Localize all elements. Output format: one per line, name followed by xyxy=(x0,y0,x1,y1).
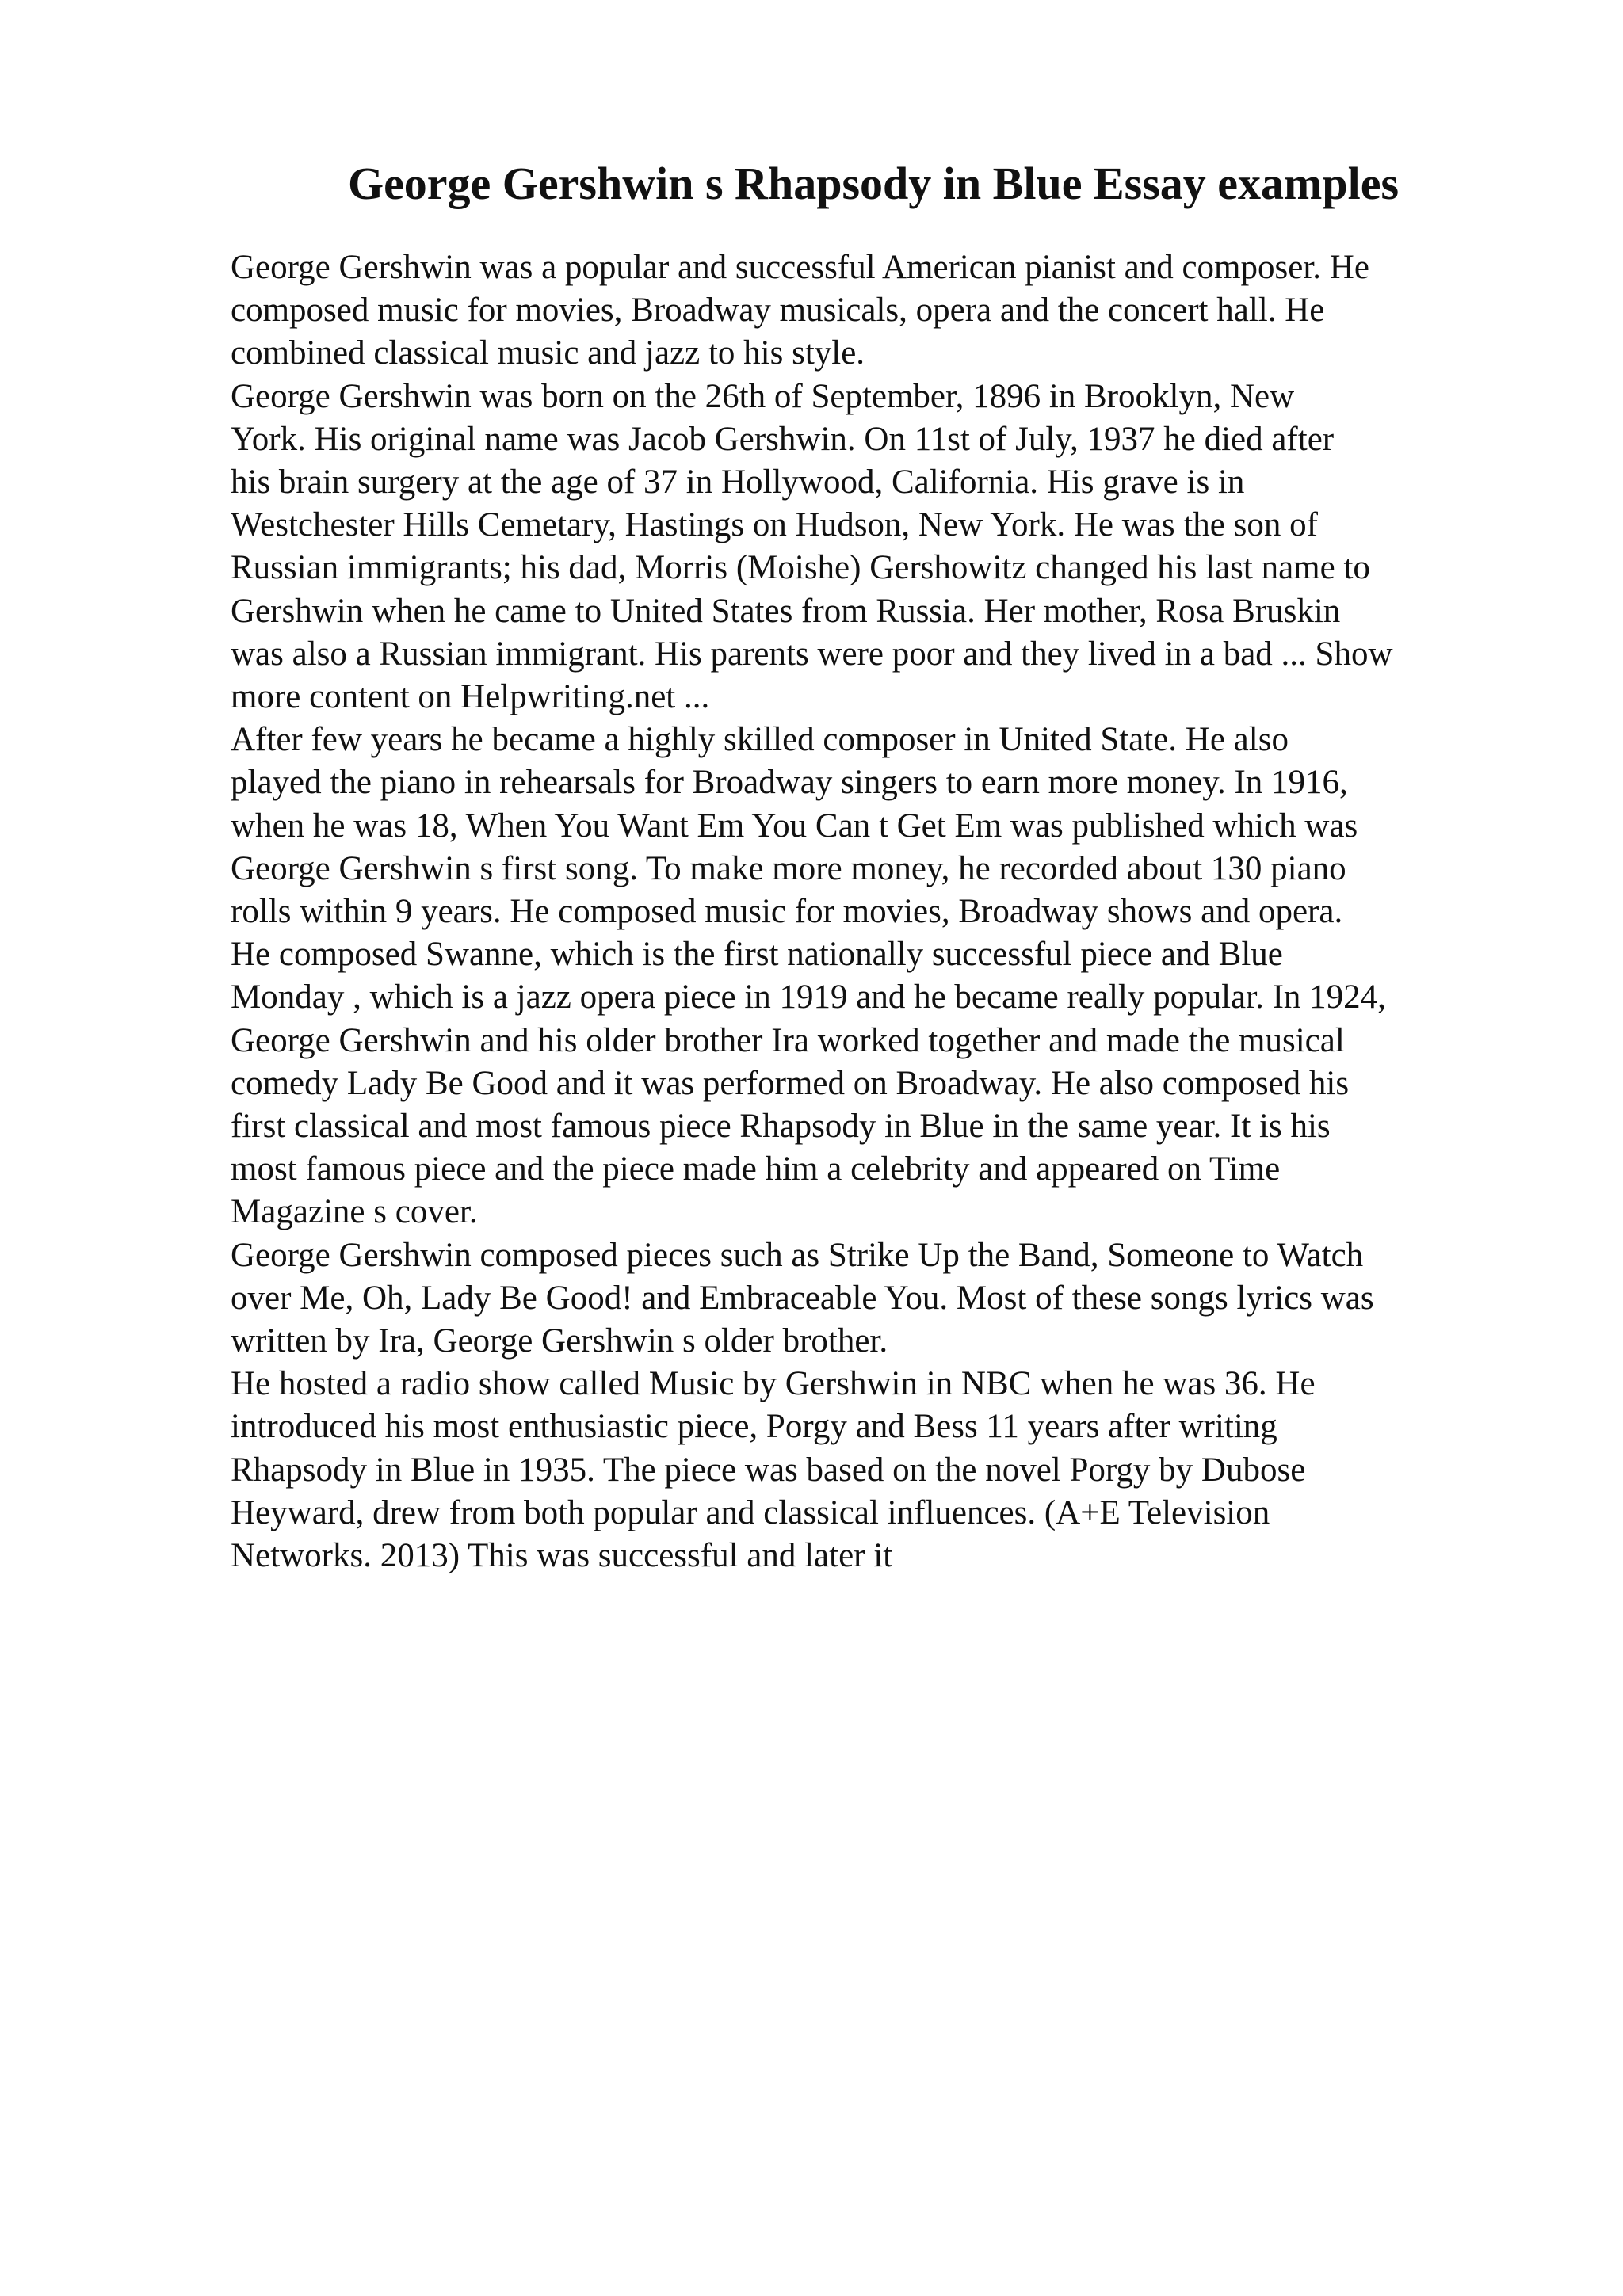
body-line: After few years he became a highly skilled composer in United State. He also xyxy=(231,721,1289,759)
body-line: Magazine s cover. xyxy=(231,1193,478,1231)
body-line: He composed Swanne, which is the first nationally successful piece and Blue xyxy=(231,936,1283,974)
body-line: most famous piece and the piece made him a celebrity and appeared on Time xyxy=(231,1150,1281,1188)
body-line: Westchester Hills Cemetary, Hastings on Hudson, New York. He was the son of xyxy=(231,506,1318,544)
body-line: first classical and most famous piece Rhapsody in Blue in the same year. It is his xyxy=(231,1108,1331,1146)
body-line: Monday , which is a jazz opera piece in 1919 and he became really popular. In 1924, xyxy=(231,978,1386,1016)
body-line: George Gershwin s first song. To make more money, he recorded about 130 piano xyxy=(231,849,1346,887)
body-line: Russian immigrants; his dad, Morris (Moishe) Gershowitz changed his last name to xyxy=(231,549,1370,587)
body-line: He hosted a radio show called Music by Gershwin in NBC when he was 36. He xyxy=(231,1365,1316,1403)
body-line: over Me, Oh, Lady Be Good! and Embraceable You. Most of these songs lyrics was xyxy=(231,1279,1374,1317)
body-line: York. His original name was Jacob Gershwin. On 11st of July, 1937 he died after xyxy=(231,420,1335,458)
body-line: composed music for movies, Broadway musicals, opera and the concert hall. He xyxy=(231,292,1325,330)
body-line: his brain surgery at the age of 37 in Hollywood, California. His grave is in xyxy=(231,463,1245,502)
body-line: Gershwin when he came to United States from Russia. Her mother, Rosa Bruskin xyxy=(231,592,1341,630)
document-title: George Gershwin s Rhapsody in Blue Essay examples xyxy=(347,158,1400,209)
body-line: rolls within 9 years. He composed music for movies, Broadway shows and opera. xyxy=(231,893,1343,931)
body-line: when he was 18, When You Want Em You Can t Get Em was published which was xyxy=(231,807,1358,845)
body-line: Rhapsody in Blue in 1935. The piece was based on the novel Porgy by Dubose xyxy=(231,1451,1306,1489)
body-line: George Gershwin was born on the 26th of September, 1896 in Brooklyn, New xyxy=(231,377,1295,415)
body-line: combined classical music and jazz to his style. xyxy=(231,334,865,372)
body-line: was also a Russian immigrant. His parents were poor and they lived in a bad ... Show xyxy=(231,635,1393,673)
body-line: Heyward, drew from both popular and classical influences. (A+E Television xyxy=(231,1493,1270,1531)
document-body xyxy=(231,246,1499,1577)
body-line: introduced his most enthusiastic piece, Porgy and Bess 11 years after writing xyxy=(231,1408,1277,1446)
body-line: George Gershwin was a popular and successful American pianist and composer. He xyxy=(231,249,1369,286)
body-line: George Gershwin composed pieces such as Strike Up the Band, Someone to Watch xyxy=(231,1236,1364,1274)
body-line: George Gershwin and his older brother Ira worked together and made the musical xyxy=(231,1021,1345,1059)
body-line: written by Ira, George Gershwin s older brother. xyxy=(231,1322,888,1360)
body-line: more content on Helpwriting.net ... xyxy=(231,678,710,716)
body-line: Networks. 2013) This was successful and later it xyxy=(231,1537,893,1575)
body-line: comedy Lady Be Good and it was performed on Broadway. He also composed his xyxy=(231,1064,1350,1102)
body-line: played the piano in rehearsals for Broadway singers to earn more money. In 1916, xyxy=(231,764,1348,802)
